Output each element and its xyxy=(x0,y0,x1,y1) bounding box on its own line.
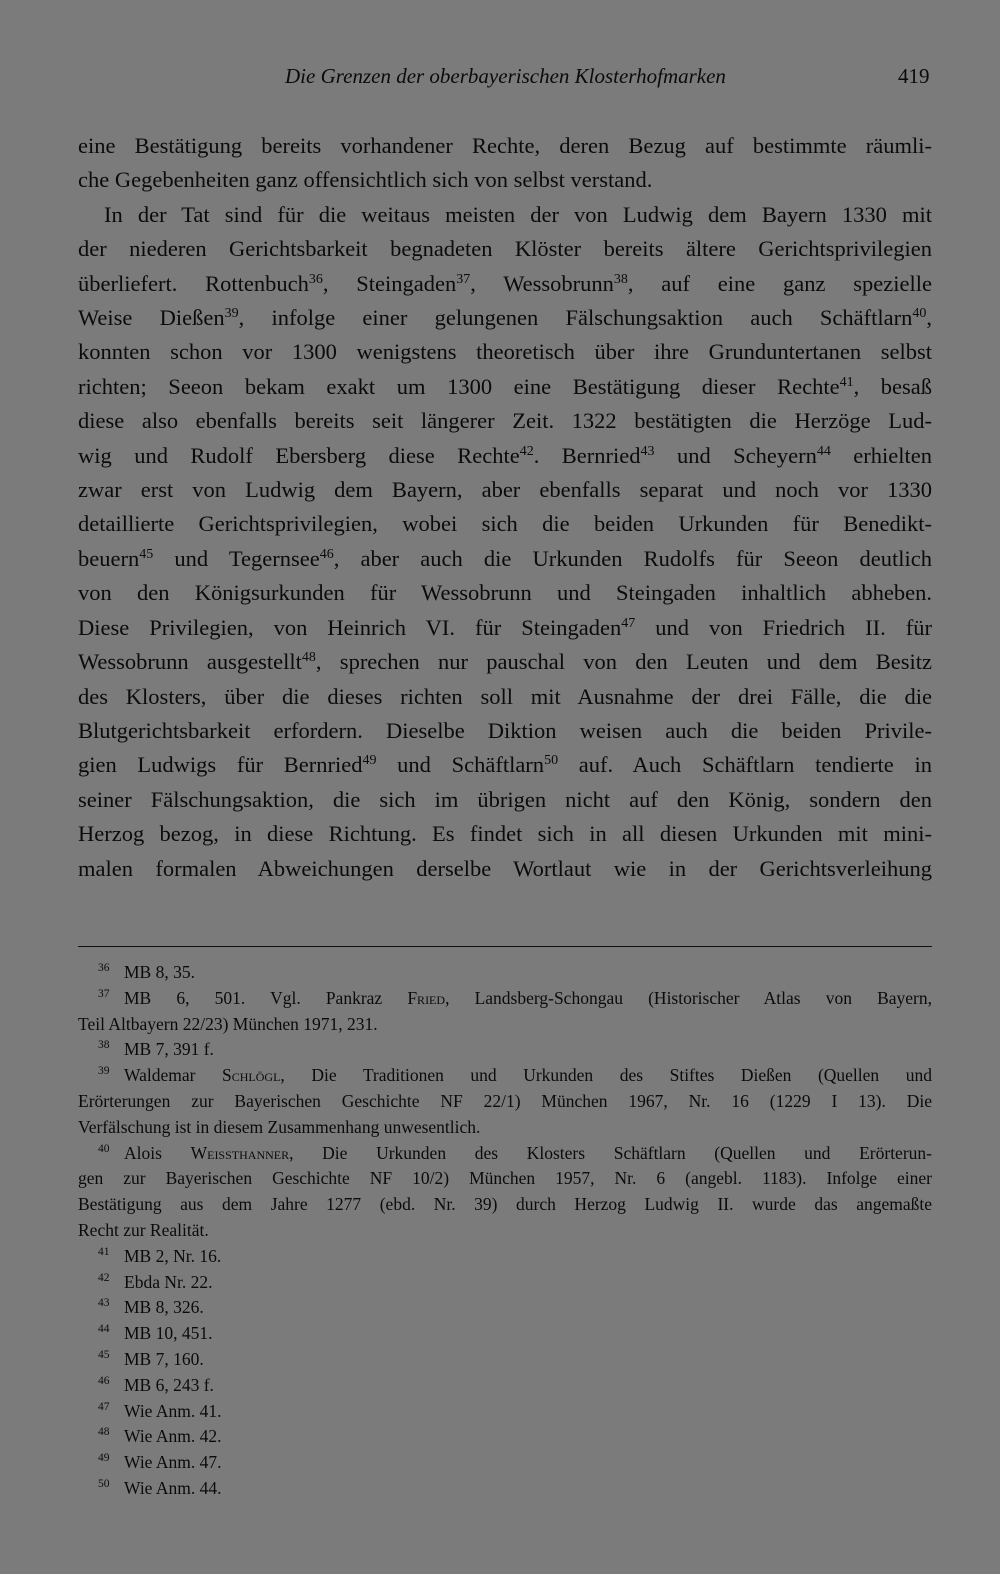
footnote-reference: 50 xyxy=(544,753,559,769)
footnote-reference: 44 xyxy=(816,443,831,459)
text-run: Bestätigung aus dem Jahre 1277 (ebd. Nr. 39) durch Herzog Ludwig II. wurde das angemaßte xyxy=(78,1194,932,1215)
text-run: , sprechen nur pauschal von den Leuten und dem Besitz xyxy=(315,649,932,675)
text-run: , Steingaden xyxy=(322,270,457,296)
text-run: gien Ludwigs für Bernried xyxy=(78,752,363,778)
text-run: , xyxy=(926,305,932,331)
author-name: Fried xyxy=(407,987,446,1008)
body-line xyxy=(78,301,932,335)
body-line xyxy=(78,714,932,748)
text-run: , auf eine ganz spezielle xyxy=(627,270,932,296)
text-run: auf. Auch Schäftlarn tendierte in xyxy=(558,752,932,778)
footnote xyxy=(78,1295,932,1321)
text-run: Erörterungen zur Bayerischen Geschichte NF 22/1) München 1967, Nr. 16 (1229 I 13). Die xyxy=(78,1090,932,1111)
footnote-line xyxy=(78,1012,932,1038)
footnote-line xyxy=(78,1089,932,1115)
text-run: von den Königsurkunden für Wessobrunn und Steingaden inhaltlich abheben. xyxy=(78,580,932,606)
footnote-line: 47 Wie Anm. 41. xyxy=(98,1400,222,1421)
body-line xyxy=(78,163,932,197)
footnote-reference: 38 xyxy=(613,271,628,287)
footnote xyxy=(78,1037,932,1063)
text-run: Weise Dießen xyxy=(78,305,225,331)
running-head-title: Die Grenzen der oberbayerischen Klosterhofmarken xyxy=(285,64,726,88)
text-run: MB 8, 326. xyxy=(124,1297,204,1318)
text-run: che Gegebenheiten ganz offensichtlich sich von selbst verstand. xyxy=(78,167,653,193)
body-line xyxy=(78,404,932,438)
footnote-reference: 41 xyxy=(839,374,854,390)
body-line xyxy=(78,611,932,645)
footnote-line: 36 MB 8, 35. xyxy=(98,962,195,982)
footnote-line: 44 MB 10, 451. xyxy=(98,1323,213,1344)
footnote-line: 41 MB 2, Nr. 16. xyxy=(98,1245,222,1266)
text-run: Blutgerichtsbarkeit erfordern. Dieselbe Diktion weisen auch die beiden Privile- xyxy=(78,717,932,743)
text-run: Wessobrunn ausgestellt xyxy=(78,649,302,675)
text-run: MB 7, 160. xyxy=(124,1348,204,1369)
footnote-reference: 48 xyxy=(301,650,316,666)
footnote xyxy=(78,1321,932,1347)
footnote-rule xyxy=(78,946,932,947)
footnote-line: 46 MB 6, 243 f. xyxy=(98,1374,214,1395)
text-run: und Scheyern xyxy=(654,442,817,468)
footnote-line: 38 MB 7, 391 f. xyxy=(98,1039,214,1060)
text-run: , Wessobrunn xyxy=(470,270,614,296)
footnote-reference: 37 xyxy=(456,271,471,287)
text-run: Ebda Nr. 22. xyxy=(124,1271,213,1292)
footnote-reference: 46 xyxy=(319,546,334,562)
footnote-line: 45 MB 7, 160. xyxy=(98,1348,204,1369)
body-text xyxy=(78,129,932,886)
footnote xyxy=(78,1399,932,1425)
text-run: , Die Urkunden des Klosters Schäftlarn (Quellen und Erörterun- xyxy=(289,1142,932,1163)
body-line xyxy=(78,783,932,817)
text-run: Verfälschung ist in diesem Zusammenhang unwesentlich. xyxy=(78,1116,481,1137)
footnote-line xyxy=(78,1166,932,1192)
text-run: , Die Traditionen und Urkunden des Stiftes Dießen (Quellen und xyxy=(280,1065,932,1086)
footnote xyxy=(78,960,932,986)
text-run: MB 6, 501. Vgl. Pankraz xyxy=(124,987,408,1008)
body-line xyxy=(78,852,932,886)
body-line xyxy=(78,680,932,714)
text-run: . Bernried xyxy=(533,442,641,468)
body-line xyxy=(78,542,932,576)
footnote-reference: 49 xyxy=(362,753,377,769)
author-name: Weissthanner xyxy=(190,1142,290,1163)
text-run: Wie Anm. 42. xyxy=(124,1426,222,1447)
text-run: Waldemar xyxy=(124,1065,223,1086)
text-run: eine Bestätigung bereits vorhandener Rechte, deren Bezug auf bestimmte räumli- xyxy=(78,133,932,158)
text-run: Recht zur Realität. xyxy=(78,1219,209,1240)
body-line xyxy=(78,335,932,369)
text-run: gen zur Bayerischen Geschichte NF 10/2) München 1957, Nr. 6 (angebl. 1183). Infolge einer xyxy=(78,1168,932,1189)
text-run: malen formalen Abweichungen derselbe Wortlaut wie in der Gerichtsverleihung xyxy=(78,855,932,881)
body-line xyxy=(78,129,932,163)
text-run: MB 6, 243 f. xyxy=(124,1374,214,1395)
footnote xyxy=(78,1347,932,1373)
text-run: diese also ebenfalls bereits seit längerer Zeit. 1322 bestätigten die Herzöge Lud- xyxy=(78,408,932,434)
footnote xyxy=(78,1244,932,1270)
text-run: Wie Anm. 41. xyxy=(124,1400,222,1421)
body-line xyxy=(78,439,932,473)
footnote-reference: 45 xyxy=(139,546,154,562)
footnote xyxy=(78,1450,932,1476)
text-run: detaillierte Gerichtsprivilegien, wobei sich die beiden Urkunden für Benedikt- xyxy=(78,511,932,537)
text-run: MB 2, Nr. 16. xyxy=(124,1245,222,1266)
footnote-line: 42 Ebda Nr. 22. xyxy=(98,1271,213,1292)
text-run: MB 7, 391 f. xyxy=(124,1039,214,1060)
text-run: konnten schon vor 1300 wenigstens theoretisch über ihre Grunduntertanen selbst xyxy=(78,339,932,365)
text-run: Wie Anm. 44. xyxy=(124,1477,222,1498)
text-run: , Landsberg-Schongau (Historischer Atlas von Bayern, xyxy=(445,987,932,1008)
footnote-line: 50 Wie Anm. 44. xyxy=(98,1477,222,1498)
text-run: , infolge einer gelungenen Fälschungsaktion auch Schäftlarn xyxy=(238,305,913,331)
footnote-line: 49 Wie Anm. 47. xyxy=(98,1452,222,1473)
footnote-reference: 42 xyxy=(519,443,534,459)
body-line xyxy=(78,507,932,541)
footnote xyxy=(78,1270,932,1296)
body-line xyxy=(78,576,932,610)
footnote-line: 39 Waldemar Schlögl, Die Traditionen und Urkunden des Stiftes Dießen (Quellen und xyxy=(98,1065,932,1086)
text-run: beuern xyxy=(78,545,140,571)
text-run: und Tegernsee xyxy=(153,545,320,571)
text-run: zwar erst von Ludwig dem Bayern, aber ebenfalls separat und noch vor 1330 xyxy=(78,477,932,503)
running-head xyxy=(0,60,1000,96)
footnote xyxy=(78,1424,932,1450)
text-run: Teil Altbayern 22/23) München 1971, 231. xyxy=(78,1013,378,1034)
footnote-reference: 40 xyxy=(912,306,927,322)
body-line xyxy=(78,473,932,507)
text-run: Diese Privilegien, von Heinrich VI. für Steingaden xyxy=(78,614,622,640)
body-line xyxy=(78,817,932,851)
footnote xyxy=(78,1141,932,1244)
footnote-line: 37 MB 6, 501. Vgl. Pankraz Fried, Landsberg-Schongau (Historischer Atlas von Bayern, xyxy=(98,987,932,1008)
footnote-line xyxy=(78,1218,932,1244)
text-run: und von Friedrich II. für xyxy=(635,614,932,640)
footnote-reference: 43 xyxy=(640,443,655,459)
text-run: Alois xyxy=(124,1142,191,1163)
body-line xyxy=(78,198,932,232)
text-run: MB 10, 451. xyxy=(124,1323,213,1344)
text-run: der niederen Gerichtsbarkeit begnadeten Klöster bereits ältere Gerichtsprivilegien xyxy=(78,236,932,262)
footnote-line: 48 Wie Anm. 42. xyxy=(98,1426,222,1447)
text-run: MB 8, 35. xyxy=(124,962,195,982)
body-line xyxy=(78,748,932,782)
body-line xyxy=(78,370,932,404)
text-run: wig und Rudolf Ebersberg diese Rechte xyxy=(78,442,520,468)
author-name: Schlögl xyxy=(222,1065,281,1086)
text-run: seiner Fälschungsaktion, die sich im übrigen nicht auf den König, sondern den xyxy=(78,786,932,812)
text-run: richten; Seeon bekam exakt um 1300 eine Bestätigung dieser Rechte xyxy=(78,373,840,399)
page-number: 419 xyxy=(898,64,930,88)
footnote-reference: 39 xyxy=(224,306,239,322)
footnote xyxy=(78,1063,932,1140)
footnote xyxy=(78,986,932,1038)
footnote-line xyxy=(78,1192,932,1218)
footnote-reference: 36 xyxy=(308,271,323,287)
footnote-line: 43 MB 8, 326. xyxy=(98,1297,204,1318)
text-run: Wie Anm. 47. xyxy=(124,1452,222,1473)
text-run: und Schäftlarn xyxy=(376,752,545,778)
text-run: überliefert. Rottenbuch xyxy=(78,270,309,296)
text-run: des Klosters, über die dieses richten soll mit Ausnahme der drei Fälle, die die xyxy=(78,683,932,709)
footnote xyxy=(78,1373,932,1399)
body-line xyxy=(78,232,932,266)
text-run: , besaß xyxy=(853,373,932,399)
body-line xyxy=(78,645,932,679)
body-line xyxy=(78,267,932,301)
footnotes xyxy=(78,960,932,1502)
footnote-line xyxy=(78,1115,932,1141)
footnote xyxy=(78,1476,932,1502)
text-run: , aber auch die Urkunden Rudolfs für Seeon deutlich xyxy=(333,545,932,571)
footnote-reference: 47 xyxy=(621,615,636,631)
text-run: erhielten xyxy=(830,442,933,468)
text-run: In der Tat sind für die weitaus meisten der von Ludwig dem Bayern 1330 mit xyxy=(104,201,932,227)
footnote-line: 40 Alois Weissthanner, Die Urkunden des Klosters Schäftlarn (Quellen und Erörterun- xyxy=(98,1142,932,1163)
text-run: Herzog bezog, in diese Richtung. Es findet sich in all diesen Urkunden mit mini- xyxy=(78,821,932,847)
